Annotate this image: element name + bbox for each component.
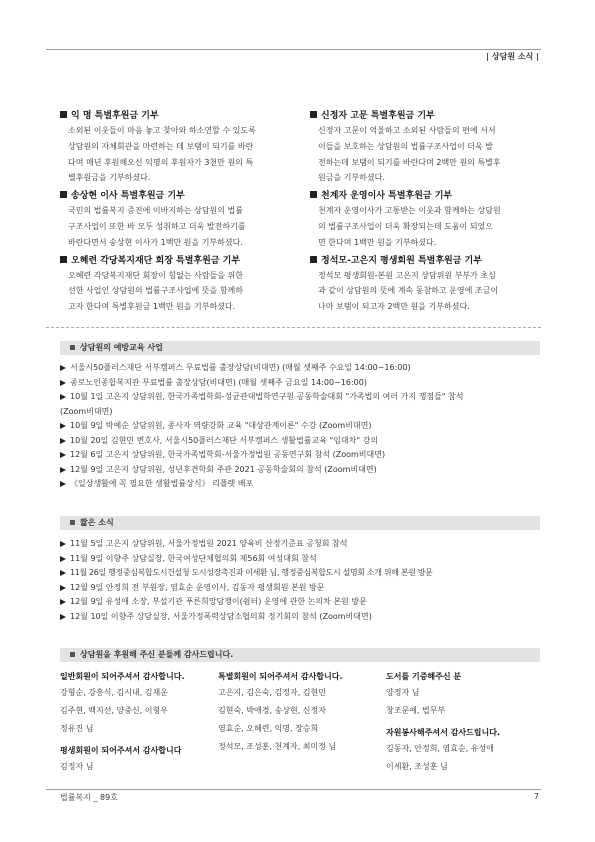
donation-body-line: 면 한다며 1백만 원을 기부하셨다. [318, 237, 437, 247]
list-item: 12월 9일 안정희 전 부원장, 염효순 운영이사, 김동자 평생회원 본원 방문 [60, 581, 544, 596]
list-item: 《일상생활에 꼭 필요한 생활법률상식》 리플렛 배포 [60, 477, 544, 492]
square-bullet-icon [60, 256, 67, 263]
square-bullet-icon [310, 256, 317, 263]
list-item: 종로노인종합복지관 무료법률 출장상담(비대면) (매월 셋째주 금요일 14:00~16:00) [60, 376, 544, 391]
list-item: 서울시50플러스재단 서부캠퍼스 무료법률 출장상담(비대면) (매월 셋째주 수요일 14:00~16:00) [60, 361, 544, 376]
donation-body [60, 203, 296, 250]
header-rule [46, 49, 541, 50]
donation-body-line: 고자 한다며 특별후원금 1백만 원을 기부하셨다. [68, 302, 236, 312]
thanks-column [218, 670, 378, 762]
thanks-names: 김주현, 백지선, 양중신, 이형우 [60, 706, 168, 715]
thanks-names: 염효순, 오혜련, 익명, 장승희 [218, 724, 319, 733]
triangle-bullet-icon [60, 438, 66, 444]
thanks-group [60, 744, 220, 776]
donation-body-line: 전하는데 보탬이 되기를 바란다며 2백만 원의 특별후 [318, 157, 501, 167]
thanks-group [60, 670, 220, 738]
donation-item [310, 110, 546, 186]
thanks-group-title: 일반회원이 되어주셔서 감사합니다. [60, 672, 185, 681]
donation-body-line: 천계자 운영이사가 고통받는 이웃과 함께하는 상담원 [318, 206, 501, 216]
donation-body-line: 별후원금을 기부하셨다. [68, 173, 151, 183]
list-item: 10월 1일 고은지 상담위원, 한국가족법학회-성균관대법학연구원 공동학술대회 "가족법의 여러 가지 쟁점들" 참석 (Zoom비대면) [60, 392, 464, 416]
triangle-bullet-icon [60, 599, 66, 605]
donation-body-line: 선한 사업인 상담원의 법률구조사업에 뜻을 함께하 [68, 286, 244, 296]
thanks-column [386, 670, 546, 782]
page-number: 7 [533, 792, 539, 801]
news-section-title: 짧은 소식 [80, 518, 114, 527]
donation-body [60, 123, 296, 186]
thanks-section-title: 상담원을 후원해 주신 분들께 감사드립니다. [80, 650, 234, 659]
triangle-bullet-icon [60, 365, 66, 371]
education-section-title: 상담원의 예방교육 사업 [80, 343, 163, 352]
donation-body-line: 정석모 평생회원-본원 고은지 상담위원 부부가 초심 [318, 270, 496, 280]
donations-right-column [310, 110, 546, 319]
education-list [60, 361, 544, 492]
donation-body-line: 이들을 보호하는 상담원의 법률구조사업이 더욱 발 [318, 141, 494, 151]
donation-title: 신정자 고문 특별후원금 기부 [321, 111, 435, 121]
thanks-group-title: 도서를 기증해주신 분 [386, 672, 462, 681]
donation-item [60, 255, 296, 315]
thanks-names: 정유진 님 [60, 724, 94, 733]
thanks-group-title: 평생회원이 되어주셔서 감사합니다 [60, 746, 182, 755]
donation-body-line: 나마 보탬이 되고자 2백만 원을 기부하셨다. [318, 302, 470, 312]
donation-item [310, 190, 546, 250]
donation-body [310, 268, 546, 315]
donation-body-line: 바란다면서 송상현 이사가 1백만 원을 기부하셨다. [68, 237, 243, 247]
list-item: 10월 20일 김현민 변호사, 서울시50플러스재단 서부캠퍼스 생활법률교육 "임대차" 강의 [60, 434, 544, 449]
donation-title: 익 명 특별후원금 기부 [71, 111, 159, 121]
triangle-bullet-icon [60, 380, 66, 386]
thanks-column [60, 670, 220, 782]
thanks-names: 창조문예, 법무부 [386, 706, 446, 715]
donation-item [60, 190, 296, 250]
thanks-group-title: 자원봉사해주셔서 감사드립니다. [386, 728, 501, 737]
thanks-names: 고은지, 김은숙, 김정자, 김현민 [218, 688, 326, 697]
donation-item [310, 255, 546, 315]
donation-body-line: 소외된 이웃들이 마음 놓고 찾아와 하소연할 수 있도록 [68, 126, 256, 135]
triangle-bullet-icon [60, 541, 66, 547]
square-bullet-icon [60, 191, 67, 198]
triangle-bullet-icon [60, 614, 66, 620]
triangle-bullet-icon [60, 394, 66, 400]
triangle-bullet-icon [60, 481, 66, 487]
triangle-bullet-icon [60, 556, 66, 562]
triangle-bullet-icon [60, 423, 66, 429]
donation-body-line: 국민의 법률복지 증진에 이바지하는 상담원의 법률 [68, 206, 244, 216]
triangle-bullet-icon [60, 467, 66, 473]
donation-title: 송상현 이사 특별후원금 기부 [71, 191, 185, 202]
donation-body-line: 원금을 기부하셨다. [318, 173, 385, 183]
thanks-group [386, 726, 546, 776]
thanks-group [218, 670, 378, 756]
footer-rule [46, 789, 541, 790]
triangle-bullet-icon [60, 585, 66, 591]
news-section-header [60, 516, 540, 530]
donation-title: 오혜련 각당복지재단 회장 특별후원금 기부 [71, 255, 241, 266]
donation-body-line: 신정자 고문이 억울하고 소외된 사람들의 편에 서서 [318, 126, 496, 135]
square-bullet-icon [310, 111, 317, 118]
education-section-header [60, 341, 540, 355]
list-item: 12월 10일 이향주 상담실장, 서울가정폭력상담소협의회 정기회의 참석 (Zoom비대면) [60, 610, 544, 625]
thanks-names: 양정자 님 [386, 688, 420, 697]
running-header: | 상담원 소식 | [486, 52, 539, 61]
thanks-names: 정석모, 조성훈, 천계자, 최미정 님 [218, 742, 337, 751]
donation-body [310, 123, 546, 186]
square-bullet-icon [70, 345, 75, 350]
square-bullet-icon [70, 520, 75, 525]
thanks-group [386, 670, 546, 720]
list-item: 12월 9일 유성애 소장, 부설기관 푸른희망담쟁이(쉼터) 운영에 관한 논의차 본원 방문 [60, 595, 544, 610]
triangle-bullet-icon [60, 570, 66, 576]
news-list [60, 537, 544, 624]
list-item: 12월 9일 고은지 상담위원, 성년후견학회 주관 2021 공동학술회의 참석 (Zoom비대면) [60, 463, 544, 478]
list-item: 11월 9일 이향주 상담실장, 한국여성단체협의회 제56회 여성대회 참석 [60, 552, 544, 567]
donation-title: 정석모-고은지 평생회원 특별후원금 기부 [321, 255, 482, 266]
donation-body-line: 과 같이 상담원의 뜻에 계속 동참하고 운영에 조금이 [318, 286, 499, 296]
donation-body-line: 상담원의 자체회관을 마련하는 데 보탬이 되기를 바란 [68, 141, 254, 151]
square-bullet-icon [60, 111, 67, 118]
thanks-names: 김동자, 안정희, 염효순, 유성애 [386, 744, 494, 753]
square-bullet-icon [70, 652, 75, 657]
thanks-names: 이세환, 조성훈 님 [386, 762, 448, 771]
donation-body [60, 268, 296, 315]
thanks-section-header [60, 648, 540, 662]
thanks-names: 강형순, 강흥식, 김시내, 김재운 [60, 688, 168, 697]
donation-body [310, 203, 546, 250]
triangle-bullet-icon [60, 452, 66, 458]
donation-body-line: 의 법률구조사업이 더욱 확장되는데 도움이 되었으 [318, 221, 494, 231]
section-divider [46, 327, 541, 328]
donation-title: 천계자 운영이사 특별후원금 기부 [321, 191, 453, 202]
donation-body-line: 오혜련 각당복지재단 회장이 힘없는 사람들을 위한 [68, 270, 244, 280]
list-item: 12월 6일 고은지 상담위원, 한국가족법학회-서울가정법원 공동연구회 참석 (Zoom비대면) [60, 448, 544, 463]
list-item: 11월 5일 고은지 상담위원, 서울가정법원 2021 양육비 산정기준표 공청회 참석 [60, 537, 544, 552]
donation-body-line: 다며 매년 후원해오신 익명의 후원자가 3천만 원의 특 [68, 157, 254, 167]
donation-body-line: 구조사업이 또한 바 모두 성취하고 더욱 발전하기를 [68, 221, 246, 231]
list-item: 10월 9일 박예순 상담위원, 종사자 역량강화 교육 "대상관계이론" 수강 (Zoom비대면) [60, 419, 544, 434]
donations-left-column [60, 110, 296, 319]
donation-item [60, 110, 296, 186]
thanks-names: 김정자 님 [60, 762, 94, 771]
thanks-group-title: 특별회원이 되어주셔서 감사합니다. [218, 672, 343, 681]
list-item: 11월 26일 행정중심복합도시건설청 도시성장촉진과 이세환 님, 행정중심복합도시 설명회 소개 위해 본원 방문 [60, 566, 544, 581]
thanks-names: 김현숙, 박애경, 송상현, 신정자 [218, 706, 326, 715]
square-bullet-icon [310, 191, 317, 198]
footer-publication: 법률복지 _ 89호 [60, 793, 118, 802]
